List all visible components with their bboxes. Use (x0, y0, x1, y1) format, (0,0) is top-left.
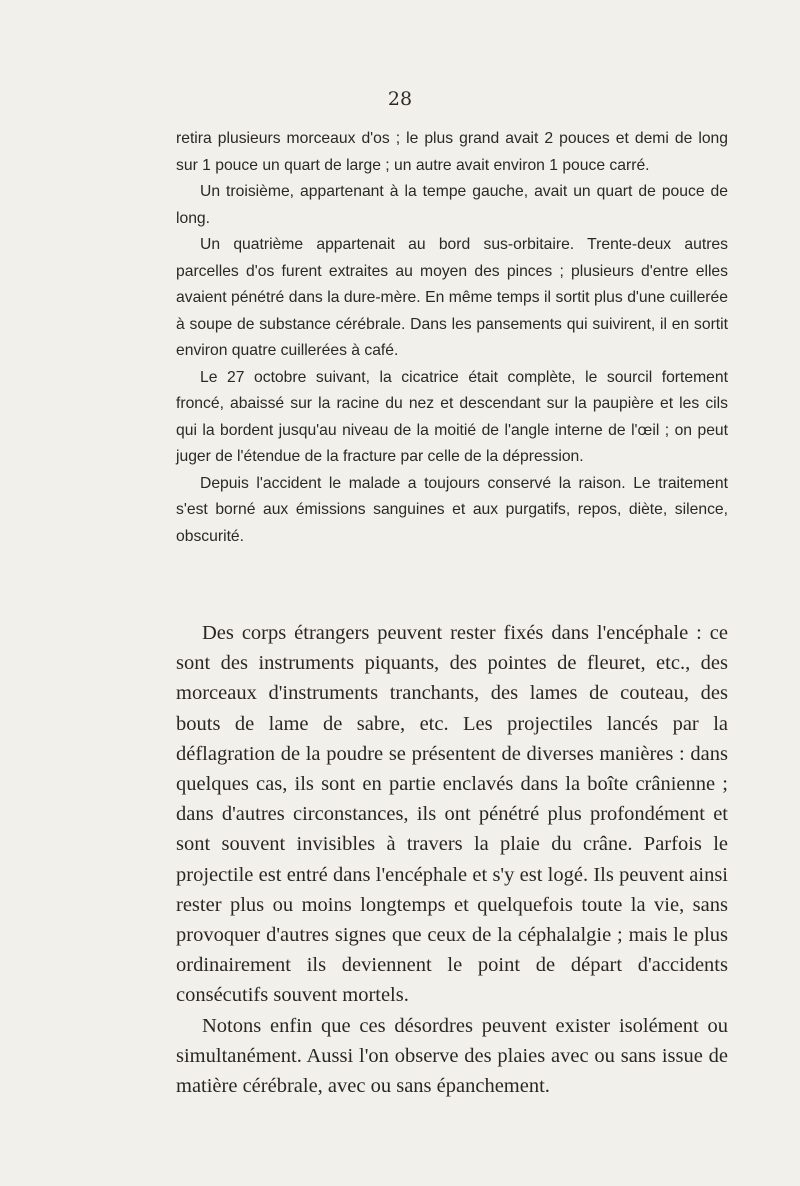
case-report-paragraph: retira plusieurs morceaux d'os ; le plus grand avait 2 pouces et demi de long sur 1 pouce un quart de large ; un autre avait environ 1 pouce carré. (176, 130, 728, 174)
main-text-section (176, 618, 728, 1101)
page-number: 28 (387, 88, 413, 110)
case-report-paragraph: Depuis l'accident le malade a toujours conservé la raison. Le traitement s'est borné aux émissions sanguines et aux purgatifs, repos, diète, silence, obscurité. (176, 474, 728, 545)
main-text-paragraph: Notons enfin que ces désordres peuvent exister isolément ou simultanément. Aussi l'on observe des plaies avec ou sans issue de matière cérébrale, avec ou sans épanchement. (176, 1014, 728, 1098)
case-report-paragraph: Un quatrième appartenait au bord sus-orbitaire. Trente-deux autres parcelles d'os furent extraites au moyen des pinces ; plusieurs d'entre elles avaient pénétré dans la dure-mère. En même temps il sortit plus d'une cuillerée à soupe de substance cérébrale. Dans les pansements qui suivirent, il en sortit environ quatre cuillerées à café. (176, 236, 728, 359)
main-text-paragraph: Des corps étrangers peuvent rester fixés dans l'encéphale : ce sont des instruments piquants, des pointes de fleuret, etc., des morceaux d'instruments tranchants, des lames de couteau, des bouts de lame de sabre, etc. Les projectiles lancés par la déflagration de la poudre se présentent de diverses manières : dans quelques cas, ils sont en partie enclavés dans la boîte crânienne ; dans d'autres circonstances, ils ont pénétré plus profondément et sont souvent invisibles à travers la plaie du crâne. Parfois le projectile est entré dans l'encéphale et s'y est logé. Ils peuvent ainsi rester plus ou moins longtemps et quelquefois toute la vie, sans provoquer d'autres signes que ceux de la céphalalgie ; mais le plus ordinairement ils deviennent le point de départ d'accidents consécutifs souvent mortels. (176, 622, 728, 1007)
case-report-paragraph: Le 27 octobre suivant, la cicatrice était complète, le sourcil fortement froncé, abaissé sur la racine du nez et descendant sur la paupière et les cils qui la bordent jusqu'au niveau de la moitié de l'angle interne de l'œil ; on peut juger de l'étendue de la fracture par celle de la dépression. (176, 368, 728, 465)
case-report-paragraph: Un troisième, appartenant à la tempe gauche, avait un quart de pouce de long. (176, 183, 728, 227)
case-report-section (176, 126, 728, 550)
